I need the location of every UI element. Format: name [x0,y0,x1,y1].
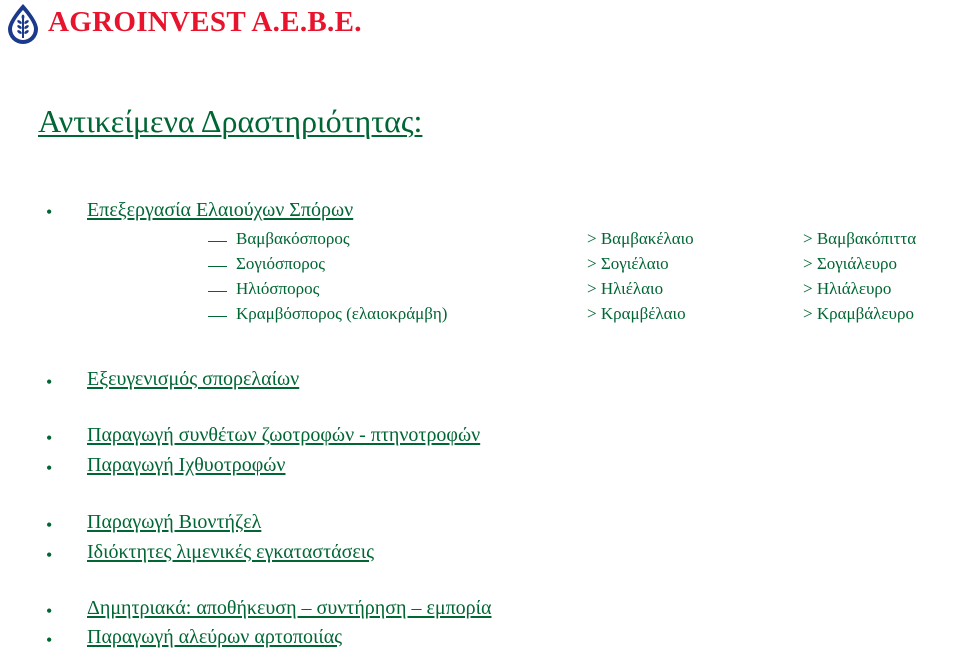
meal-product: > Ηλιάλευρο [803,279,892,298]
dash-icon [208,291,227,292]
list-item-bread-flour: Παραγωγή αλεύρων αρτοποιίας [87,626,343,648]
seed-name: Σογιόσπορος [236,254,325,273]
list-item-oilseed-processing: Επεξεργασία Ελαιούχων Σπόρων [87,199,354,221]
bullet-icon: • [46,458,53,478]
meal-product: > Κραμβάλευρο [803,304,914,323]
list-item-fish-feed: Παραγωγή Ιχθυοτροφών [87,454,286,476]
wheat-drop-logo-icon [2,2,44,44]
dash-icon [208,316,227,317]
bullet-icon: • [46,515,53,535]
seed-name: Κραμβόσπορος (ελαιοκράμβη) [236,304,448,323]
page-title: Αντικείμενα Δραστηριότητας: [38,103,423,139]
seed-name: Ηλιόσπορος [236,279,320,298]
oil-product: > Κραμβέλαιο [587,304,686,323]
oil-product: > Βαμβακέλαιο [587,229,694,248]
list-item-port-facilities: Ιδιόκτητες λιμενικές εγκαταστάσεις [87,541,375,563]
list-item-biodiesel: Παραγωγή Βιοντήζελ [87,511,262,533]
oil-product: > Σογιέλαιο [587,254,669,273]
list-item-oil-refining: Εξευγενισμός σπορελαίων [87,368,300,390]
bullet-icon: • [46,601,53,621]
list-item-compound-feed: Παραγωγή συνθέτων ζωοτροφών - πτηνοτροφών [87,424,481,446]
oil-product: > Ηλιέλαιο [587,279,664,298]
bullet-icon: • [46,428,53,448]
bullet-icon: • [46,372,53,392]
bullet-icon: • [46,630,53,650]
brand-name: AGROINVEST A.E.B.E. [48,6,362,38]
bullet-icon: • [46,202,53,222]
list-item-cereals: Δημητριακά: αποθήκευση – συντήρηση – εμπορία [87,597,492,619]
seed-name: Βαμβακόσπορος [236,229,350,248]
bullet-icon: • [46,545,53,565]
meal-product: > Βαμβακόπιττα [803,229,917,248]
dash-icon [208,241,227,242]
dash-icon [208,266,227,267]
meal-product: > Σογιάλευρο [803,254,898,273]
